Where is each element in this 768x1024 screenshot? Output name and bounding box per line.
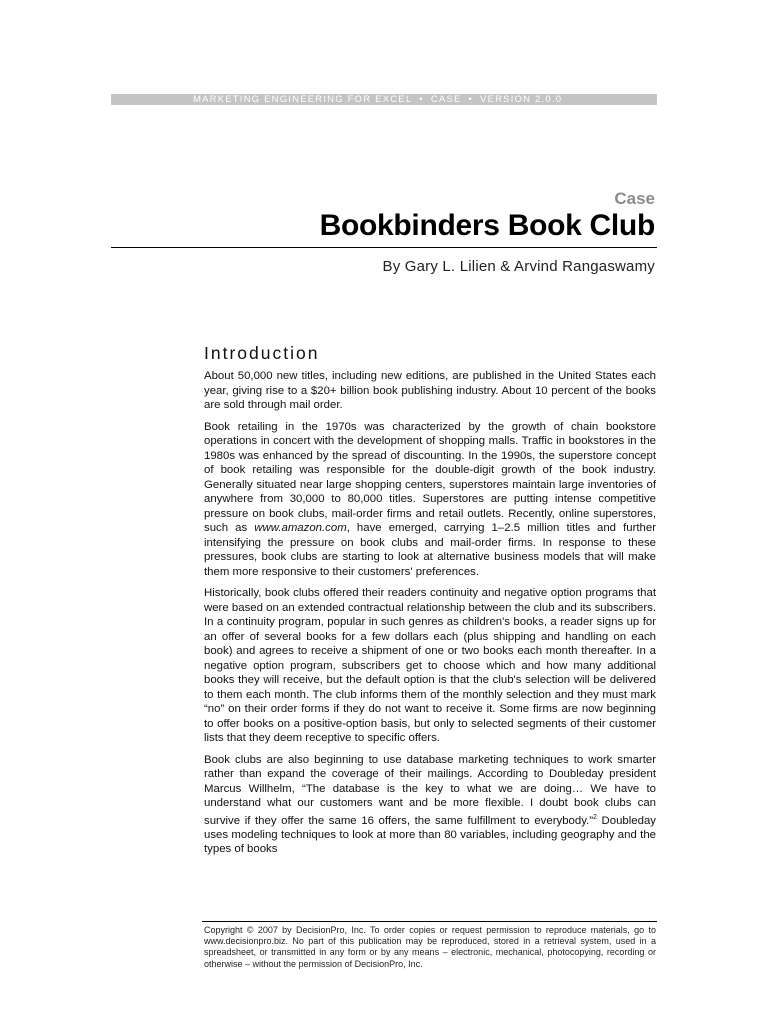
amazon-link-text: www.amazon.com [254, 522, 347, 534]
paragraph-4-part-1: Book clubs are also beginning to use database marketing techniques to work smarter rather than expand the coverage of their mailings. According to Doubleday president Marcus Willhelm, “The database is the key to what we are doing… We have to understand what our customers want and be more flexible. I doubt book clubs can survive if they offer the same 16 offers, the same fulfillment to everybody.” [204, 753, 656, 827]
header-series: MARKETING ENGINEERING FOR EXCEL [193, 94, 413, 105]
footnote-ref: 2 [593, 813, 597, 821]
header-separator-2: • [468, 94, 474, 105]
paragraph-4-part-2: Doubleday uses modeling techniques to look at more than 80 variables, including geography and the types of books [204, 814, 656, 856]
running-header [111, 94, 657, 105]
header-version: VERSION 2.0.0 [480, 94, 563, 105]
paragraph-4 [204, 753, 656, 857]
copyright-notice: Copyright © 2007 by DecisionPro, Inc. To order copies or request permission to reproduce materials, go to www.decisionpro.biz. No part of this publication may be reproduced, stored in a retrieval system, used in a spreadsheet, or transmitted in any form or by any means – electronic, mechanical, photocopying, recording or otherwise – without the permission of DecisionPro, Inc. [204, 925, 656, 969]
header-separator-1: • [419, 94, 424, 105]
body-text [204, 369, 656, 864]
paragraph-2 [204, 420, 656, 580]
paragraph-2-part-1: Book retailing in the 1970s was characterized by the growth of chain bookstore operations in concert with the development of shopping malls. Traffic in bookstores in the 1980s was enhanced by the spread of discounting. In the 1990s, the superstore concept of book retailing was responsible for the double-digit growth of the book industry. Generally situated near large shopping centers, superstores maintain large inventories of anywhere from 30,000 to 80,000 titles. Superstores are putting intense competitive pressure on book clubs, mail-order firms and retail outlets. Recently, online superstores, such as [204, 420, 656, 534]
title-divider [111, 247, 657, 248]
section-heading-introduction: Introduction [204, 343, 320, 363]
header-type: CASE [430, 94, 462, 105]
paragraph-2-part-2: , have emerged, carrying 1–2.5 million titles and further intensifying the pressure on book clubs and mail-order firms. In response to these pressures, book clubs are starting to look at alternative business models that will make them more responsive to their customers' preferences. [204, 522, 656, 578]
running-header-text [111, 94, 657, 105]
paragraph-3: Historically, book clubs offered their readers continuity and negative option programs that were based on an extended contractual relationship between the club and its subscribers. In a continuity program, popular in such genres as children's books, a reader signs up for an offer of several books for a few dollars each (plus shipping and handling on each book) and agrees to receive a shipment of one or two books each month thereafter. In a negative option program, subscribers get to choose which and how many additional books they will receive, but the default option is that the club's selection will be delivered to them each month. The club informs them of the monthly selection and they must mark “no” on their order forms if they do not want to receive it. Some firms are now beginning to offer books on a positive-option basis, but only to selected segments of their customer lists that they deem receptive to specific offers. [204, 587, 656, 744]
footer-divider [202, 921, 657, 922]
authors-line: By Gary L. Lilien & Arvind Rangaswamy [382, 258, 655, 275]
document-title: Bookbinders Book Club [319, 209, 655, 242]
case-label: Case [614, 189, 655, 208]
paragraph-1: About 50,000 new titles, including new editions, are published in the United States each year, giving rise to a $20+ billion book publishing industry. About 10 percent of the books are sold through mail order. [204, 370, 656, 411]
